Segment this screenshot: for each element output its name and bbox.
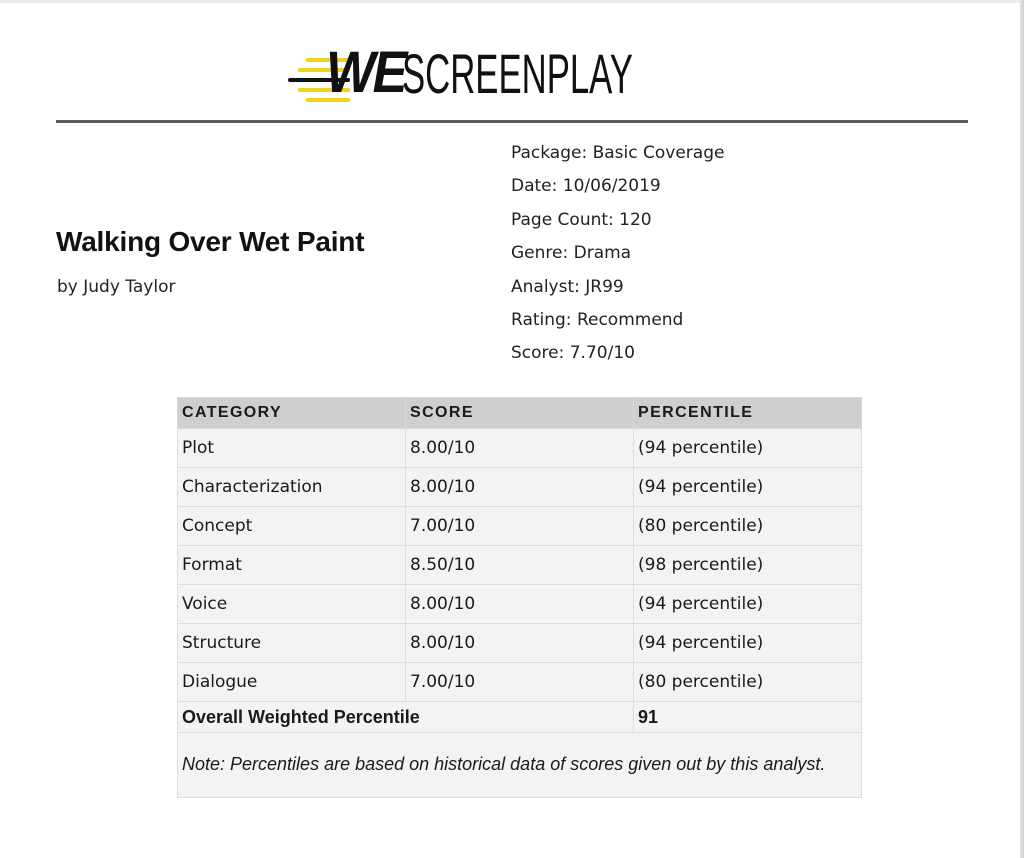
score-cell: 8.00/10 [406, 624, 634, 663]
table-row [178, 624, 862, 663]
meta-genre: Genre: Drama [511, 243, 632, 264]
score-cell: 8.50/10 [406, 546, 634, 585]
percentile-cell: (80 percentile) [634, 507, 862, 546]
table-row [178, 585, 862, 624]
score-cell: 8.00/10 [406, 468, 634, 507]
category-cell: Characterization [178, 468, 406, 507]
coverage-meta-list [511, 142, 724, 376]
logo-screenplay-text: SCREENPLAY [402, 42, 633, 105]
table-row [178, 546, 862, 585]
score-cell: 8.00/10 [406, 429, 634, 468]
percentile-cell: (98 percentile) [634, 546, 862, 585]
page-right-edge [1020, 0, 1024, 858]
score-cell: 7.00/10 [406, 507, 634, 546]
table-row [178, 663, 862, 702]
score-table [177, 397, 862, 798]
header-percentile: PERCENTILE [634, 398, 862, 429]
total-value: 91 [634, 702, 862, 733]
score-cell: 8.00/10 [406, 585, 634, 624]
table-row [178, 468, 862, 507]
score-cell: 7.00/10 [406, 663, 634, 702]
percentile-cell: (80 percentile) [634, 663, 862, 702]
meta-page-count: Page Count: 120 [511, 209, 652, 230]
category-cell: Dialogue [178, 663, 406, 702]
table-row [178, 507, 862, 546]
category-cell: Concept [178, 507, 406, 546]
header-score: SCORE [406, 398, 634, 429]
percentile-cell: (94 percentile) [634, 468, 862, 507]
logo-we-text: WE [326, 40, 405, 105]
page-top-edge [0, 0, 1024, 3]
script-author: by Judy Taylor [57, 277, 176, 297]
table-header-row [178, 398, 862, 429]
category-cell: Plot [178, 429, 406, 468]
percentile-cell: (94 percentile) [634, 429, 862, 468]
meta-package: Package: Basic Coverage [511, 143, 725, 163]
note-row [178, 733, 862, 798]
percentile-cell: (94 percentile) [634, 585, 862, 624]
meta-score: Score: 7.70/10 [511, 343, 635, 364]
percentile-cell: (94 percentile) [634, 624, 862, 663]
percentile-note: Note: Percentiles are based on historical data of scores given out by this analyst. [178, 733, 862, 798]
meta-date: Date: 10/06/2019 [511, 176, 661, 197]
category-cell: Format [178, 546, 406, 585]
wescreenplay-logo [288, 40, 688, 110]
category-cell: Structure [178, 624, 406, 663]
category-cell: Voice [178, 585, 406, 624]
total-row [178, 702, 862, 733]
total-label: Overall Weighted Percentile [178, 702, 634, 733]
header-category: CATEGORY [178, 398, 406, 429]
meta-rating: Rating: Recommend [511, 309, 684, 330]
header-divider [56, 120, 968, 123]
meta-analyst: Analyst: JR99 [511, 276, 624, 297]
script-title: Walking Over Wet Paint [56, 226, 365, 257]
table-row [178, 429, 862, 468]
